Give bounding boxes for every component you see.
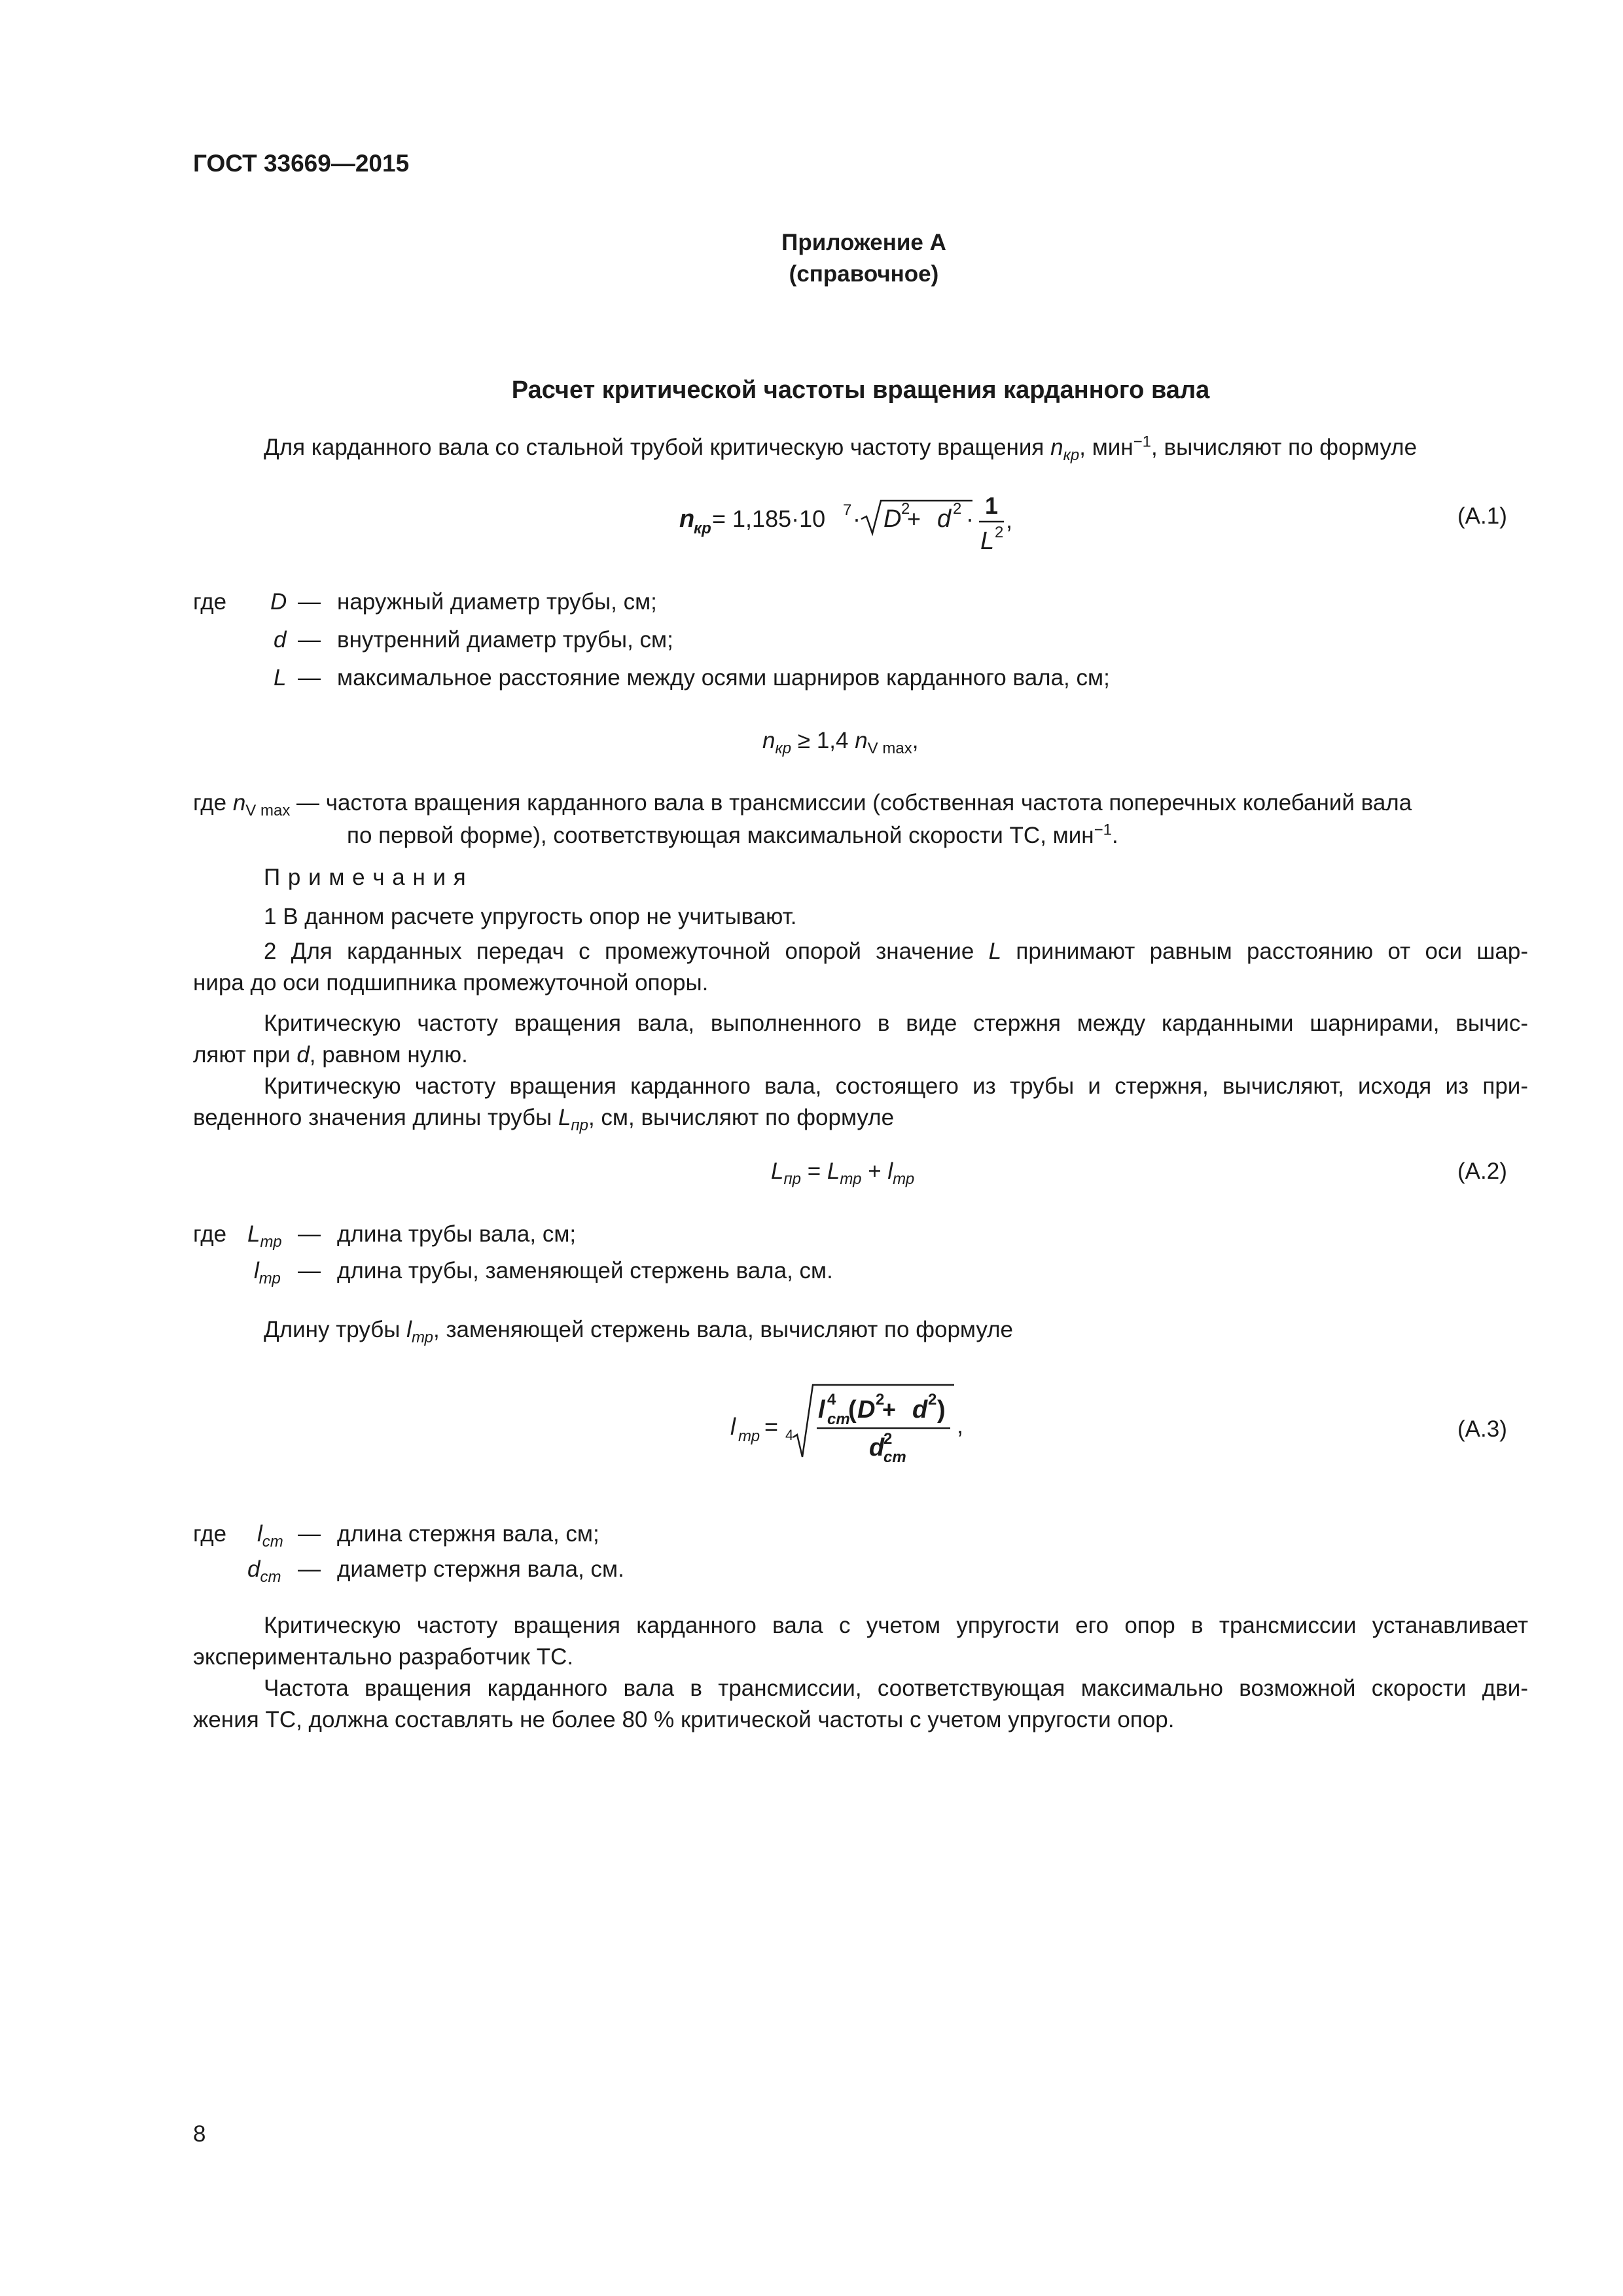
f3-sub-tr: тр <box>738 1427 760 1445</box>
f1-lhs-sub: кр <box>694 520 711 537</box>
f1-lhs: n <box>679 505 695 533</box>
f1-denominator: L <box>980 528 995 555</box>
cond-n: n <box>762 728 776 753</box>
term-l-tr <box>254 1255 281 1287</box>
f3-l: l <box>730 1413 736 1440</box>
page-number: 8 <box>193 2121 206 2147</box>
p-combo-L: L <box>558 1105 571 1130</box>
note2-text-b: принимают равным расстоянию от оси шар- <box>1001 939 1528 964</box>
f3-num-D-exp: 2 <box>876 1391 885 1408</box>
appendix-kind: (справочное) <box>789 261 939 287</box>
p-combo-text-b: , см, вычисляют по формуле <box>588 1105 895 1130</box>
notes-heading: П р и м е ч а н и я <box>264 865 467 890</box>
term-l-st-sub: ст <box>262 1533 283 1551</box>
def-L: максимальное расстояние между осями шарниров карданного вала, см; <box>337 665 1110 691</box>
f3-num-plus: + <box>882 1396 897 1423</box>
cond-relation: ≥ 1,4 <box>791 728 855 753</box>
f2-l: l <box>887 1158 893 1184</box>
intro-tail: , вычисляют по формуле <box>1151 435 1418 460</box>
f3-den-d: d <box>869 1434 885 1462</box>
intro-paragraph <box>264 432 1417 463</box>
term-d: d <box>274 627 287 653</box>
term-L-tr <box>247 1219 282 1250</box>
note2-text-a: 2 Для карданных передач с промежуточной опорой значение <box>264 939 989 964</box>
intro-var-sub: кр <box>1063 446 1080 464</box>
where2-text-line1: частота вращения карданного вала в трансмиссии (собственная частота поперечных колебаний вала <box>319 790 1412 816</box>
p-tube-l: l <box>406 1317 412 1342</box>
f3-num-D: D <box>857 1396 876 1424</box>
f1-numerator: 1 <box>985 492 999 519</box>
p-rod-line2 <box>193 1039 468 1071</box>
f1-exp: 7 <box>843 501 852 519</box>
f1-comma: , <box>1006 507 1013 533</box>
p-exp-line2: экспериментально разработчик ТС. <box>193 1644 574 1670</box>
f2-sub-tr2: тр <box>893 1170 915 1188</box>
f1-D-exp: 2 <box>901 500 910 518</box>
formula-a1 <box>674 481 1067 566</box>
f3-num-exp: 4 <box>827 1391 836 1408</box>
formula-a1-number: (А.1) <box>1457 503 1507 529</box>
def-D: наружный диаметр трубы, см; <box>337 589 657 615</box>
where-2-line2 <box>347 820 1118 852</box>
term-l-st <box>257 1518 283 1550</box>
where2-text-line2: по первой форме), соответствующая максимальной скорости ТС, мин <box>347 823 1094 848</box>
cond-n2: n <box>855 728 868 753</box>
f3-eq: = <box>764 1413 779 1440</box>
where-word-1: где <box>193 589 227 615</box>
f1-coef: = 1,185·10 <box>712 505 826 532</box>
f1-plus: + <box>907 505 921 532</box>
condition-formula <box>762 725 918 757</box>
note2-L: L <box>988 939 1002 964</box>
f1-dot2: · <box>966 505 974 532</box>
f3-den-exp: 2 <box>883 1430 893 1448</box>
f3-num-l: l <box>818 1396 825 1424</box>
f1-den-exp: 2 <box>995 524 1004 541</box>
where2-unit-exp: −1 <box>1094 821 1112 839</box>
term-l-st-main: l <box>257 1521 262 1547</box>
where-word-3: где <box>193 1221 227 1247</box>
dash-l-st: — <box>298 1521 321 1547</box>
f2-eq: = <box>801 1158 827 1184</box>
p-rod-text-a: ляют при <box>193 1042 297 1067</box>
term-d-st <box>247 1554 281 1585</box>
intro-text: Для карданного вала со стальной трубой критическую частоту вращения <box>264 435 1051 460</box>
f1-D: D <box>883 505 902 533</box>
term-L: L <box>274 665 287 691</box>
p-combo-line2 <box>193 1102 894 1134</box>
def-l-st: длина стержня вала, см; <box>337 1521 599 1547</box>
formula-a3 <box>720 1374 995 1486</box>
note-1: 1 В данном расчете упругость опор не учитывают. <box>264 904 797 929</box>
where2-sub: V max <box>245 802 291 819</box>
f1-d: d <box>937 505 952 533</box>
intro-var: n <box>1050 435 1063 460</box>
appendix-title: Приложение А <box>781 230 946 255</box>
cond-comma: , <box>912 728 919 753</box>
p-exp-line1: Критическую частоту вращения карданного вала с учетом упругости его опор в трансмиссии устанавливает <box>264 1613 1528 1638</box>
note-2-line1 <box>264 936 1528 967</box>
dash-L: — <box>298 665 321 691</box>
f3-close: ) <box>937 1396 946 1424</box>
intro-unit: , мин <box>1079 435 1133 460</box>
where2-n: n <box>232 790 246 816</box>
f1-dot: · <box>853 505 861 532</box>
p-tube-sub: тр <box>411 1329 434 1346</box>
f2-plus: + <box>861 1158 888 1184</box>
f2-sub-tr: тр <box>840 1170 862 1188</box>
where2-end: . <box>1111 823 1118 848</box>
term-L-tr-sub: тр <box>260 1233 282 1251</box>
def-l-tr: длина трубы, заменяющей стержень вала, см. <box>337 1258 833 1283</box>
f2-sub-pr: пр <box>783 1170 802 1188</box>
p-rod-line1: Критическую частоту вращения вала, выполненного в виде стержня между карданными шарнирами, вычис- <box>264 1011 1528 1036</box>
note-2-line2: нира до оси подшипника промежуточной опоры. <box>193 970 709 996</box>
f3-root-index: 4 <box>785 1427 794 1443</box>
p-tube-text-a: Длину трубы <box>264 1317 407 1342</box>
cond-sub-vmax: V max <box>867 740 912 757</box>
dash-d: — <box>298 627 321 653</box>
formula-a2 <box>771 1156 914 1187</box>
p-tube <box>264 1314 1013 1346</box>
f2-L: L <box>771 1158 784 1184</box>
p-final-line1: Частота вращения карданного вала в трансмиссии, соответствующая максимально возможной скорости дви- <box>264 1676 1528 1701</box>
p-combo-text-a: веденного значения длины трубы <box>193 1105 558 1130</box>
p-rod-text-b: , равном нулю. <box>309 1042 468 1067</box>
def-d: внутренний диаметр трубы, см; <box>337 627 673 653</box>
where-2-line1 <box>193 787 1412 819</box>
term-d-st-sub: ст <box>260 1568 281 1586</box>
term-l-tr-main: l <box>254 1258 259 1283</box>
standard-number: ГОСТ 33669—2015 <box>193 150 410 177</box>
f3-num-d-exp: 2 <box>928 1391 937 1408</box>
intro-unit-exp: −1 <box>1133 433 1152 451</box>
term-L-tr-main: L <box>247 1221 260 1247</box>
f3-num-sub: ст <box>827 1410 850 1428</box>
where-word-4: где <box>193 1521 227 1547</box>
dash-d-st: — <box>298 1556 321 1582</box>
formula-a3-number: (А.3) <box>1457 1416 1507 1442</box>
where-word-2: где <box>193 790 227 816</box>
f3-open: ( <box>848 1396 857 1424</box>
dash-l-tr: — <box>298 1258 321 1283</box>
f3-den-sub: ст <box>883 1448 906 1466</box>
f2-L2: L <box>827 1158 840 1184</box>
p-tube-text-b: , заменяющей стержень вала, вычисляют по формуле <box>433 1317 1014 1342</box>
def-L-tr: длина трубы вала, см; <box>337 1221 577 1247</box>
where2-dash: — <box>290 790 320 816</box>
p-combo-L-sub: пр <box>571 1117 588 1134</box>
term-d-st-main: d <box>247 1556 260 1582</box>
term-D: D <box>270 589 287 615</box>
dash-D: — <box>298 589 321 615</box>
p-combo-line1: Критическую частоту вращения карданного вала, состоящего из трубы и стержня, вычисляют, исходя из при- <box>264 1073 1528 1099</box>
f3-num-d: d <box>912 1396 928 1424</box>
f3-comma: , <box>957 1412 964 1439</box>
p-rod-d: d <box>296 1042 310 1067</box>
term-l-tr-sub: тр <box>259 1270 281 1287</box>
section-title: Расчет критической частоты вращения карданного вала <box>511 376 1210 404</box>
dash-L-tr: — <box>298 1221 321 1247</box>
cond-sub-kr: кр <box>775 740 792 757</box>
def-d-st: диаметр стержня вала, см. <box>337 1556 624 1582</box>
f1-d-exp: 2 <box>953 500 962 518</box>
formula-a2-number: (А.2) <box>1457 1158 1507 1184</box>
p-final-line2: жения ТС, должна составлять не более 80 % критической частоты с учетом упругости опор. <box>193 1707 1175 1732</box>
